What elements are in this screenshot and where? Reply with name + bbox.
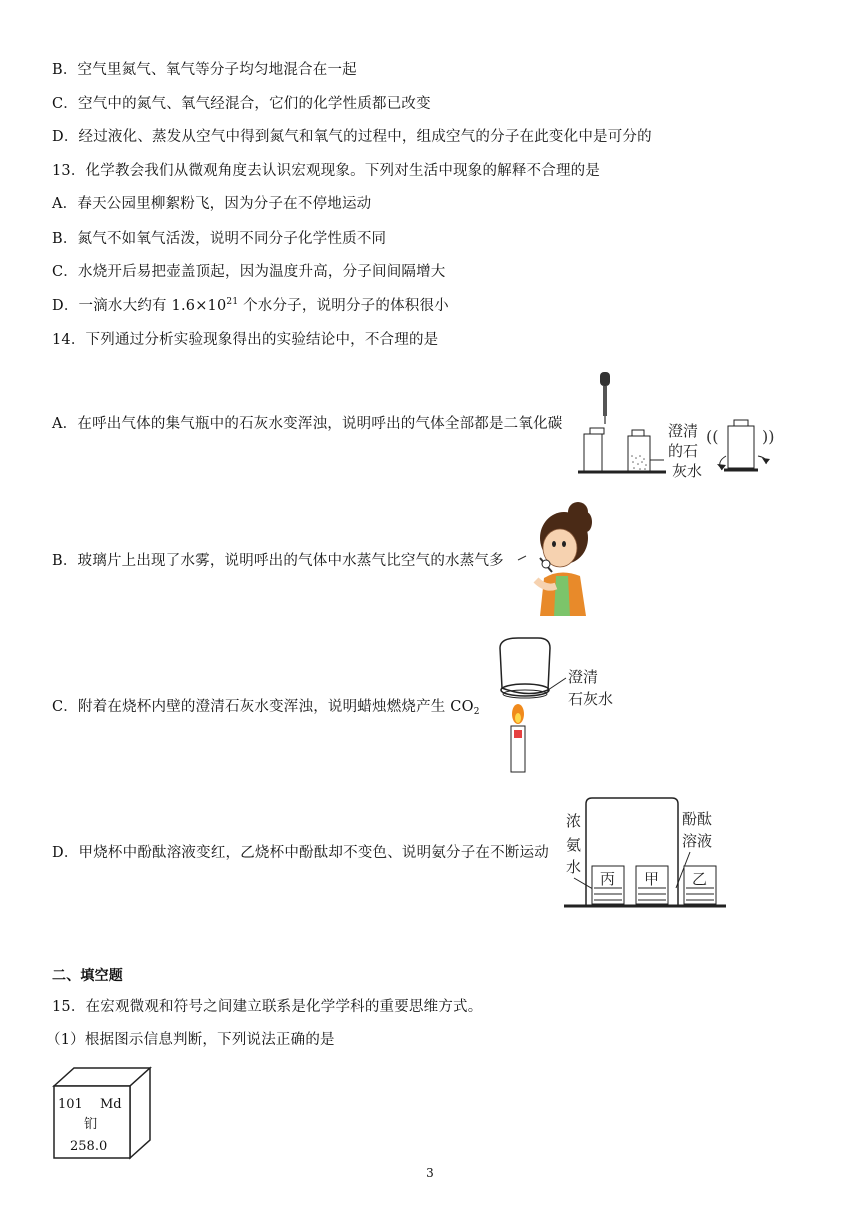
figure-girl-breathing-on-glass (516, 498, 606, 616)
q14-c-subscript: 2 (473, 707, 480, 717)
fig-c-label-2: 石灰水 (568, 690, 614, 708)
q12-option-d: D．经过液化、蒸发从空气中得到氮气和氧气的过程中，组成空气的分子在此变化中是可分的 (52, 129, 652, 145)
q14-stem: 14．下列通过分析实验现象得出的实验结论中，不合理的是 (52, 332, 439, 348)
q14-option-d: D．甲烧杯中酚酞溶液变红，乙烧杯中酚酞却不变色、说明氨分子在不断运动 (52, 845, 549, 861)
fig-d-left-2: 氨 (566, 836, 582, 854)
q12-option-b: B．空气里氮气、氧气等分子均匀地混合在一起 (52, 62, 357, 78)
q13-d-text-end: 个水分子，说明分子的体积很小 (238, 298, 449, 314)
q13-option-b: B．氮气不如氧气活泼，说明不同分子化学性质不同 (52, 231, 387, 247)
q14-option-b: B．玻璃片上出现了水雾，说明呼出的气体中水蒸气比空气的水蒸气多 (52, 553, 504, 569)
fig-d-right-1: 酚酞 (682, 810, 713, 828)
element-cell-cube (50, 1064, 154, 1160)
fig-c-label-1: 澄清 (568, 668, 599, 686)
element-mass: 258.0 (70, 1139, 108, 1154)
element-symbol: Md (100, 1097, 122, 1112)
fig-d-beaker-2: 甲 (644, 870, 660, 888)
svg-text:)): )) (762, 427, 775, 446)
figure-candle-beaker (488, 634, 628, 776)
q13-option-c: C．水烧开后易把壶盖顶起，因为温度升高，分子间间隔增大 (52, 264, 446, 280)
fig-a-label-1: 澄清 (668, 422, 699, 440)
fig-a-label-2: 的石 (668, 442, 699, 460)
q13-stem: 13．化学教会我们从微观角度去认识宏观现象。下列对生活中现象的解释不合理的是 (52, 163, 601, 179)
fig-d-left-1: 浓 (566, 812, 582, 830)
section-heading: 二、填空题 (52, 968, 123, 984)
figure-ammonia-beakers (560, 794, 730, 914)
page-number: 3 (426, 1166, 434, 1180)
q13-option-d (52, 296, 449, 316)
q14-c-text: C．附着在烧杯内壁的澄清石灰水变浑浊，说明蜡烛燃烧产生 CO (52, 699, 474, 715)
q13-option-a: A．春天公园里柳絮粉飞，因为分子在不停地运动 (52, 196, 372, 212)
element-name: 钔 (84, 1117, 98, 1132)
figure-limewater-bottles (576, 366, 786, 486)
q15-part-1: （1）根据图示信息判断，下列说法正确的是 (46, 1032, 335, 1048)
q14-option-c (52, 697, 480, 717)
svg-text:((: (( (706, 427, 719, 446)
fig-d-left-3: 水 (566, 858, 582, 876)
element-number: 101 (58, 1097, 83, 1112)
q14-option-a: A．在呼出气体的集气瓶中的石灰水变浑浊，说明呼出的气体全部都是二氧化碳 (52, 416, 563, 432)
fig-d-right-2: 溶液 (682, 832, 713, 850)
q13-d-text: D．一滴水大约有 1.6×10 (52, 298, 227, 314)
q13-d-exponent: 21 (226, 297, 239, 307)
fig-a-label-3: 灰水 (672, 462, 703, 480)
fig-d-beaker-3: 乙 (692, 870, 708, 888)
fig-d-beaker-1: 丙 (600, 870, 616, 888)
q15-stem: 15．在宏观微观和符号之间建立联系是化学学科的重要思维方式。 (52, 999, 483, 1015)
q12-option-c: C．空气中的氮气、氧气经混合，它们的化学性质都已改变 (52, 96, 431, 112)
